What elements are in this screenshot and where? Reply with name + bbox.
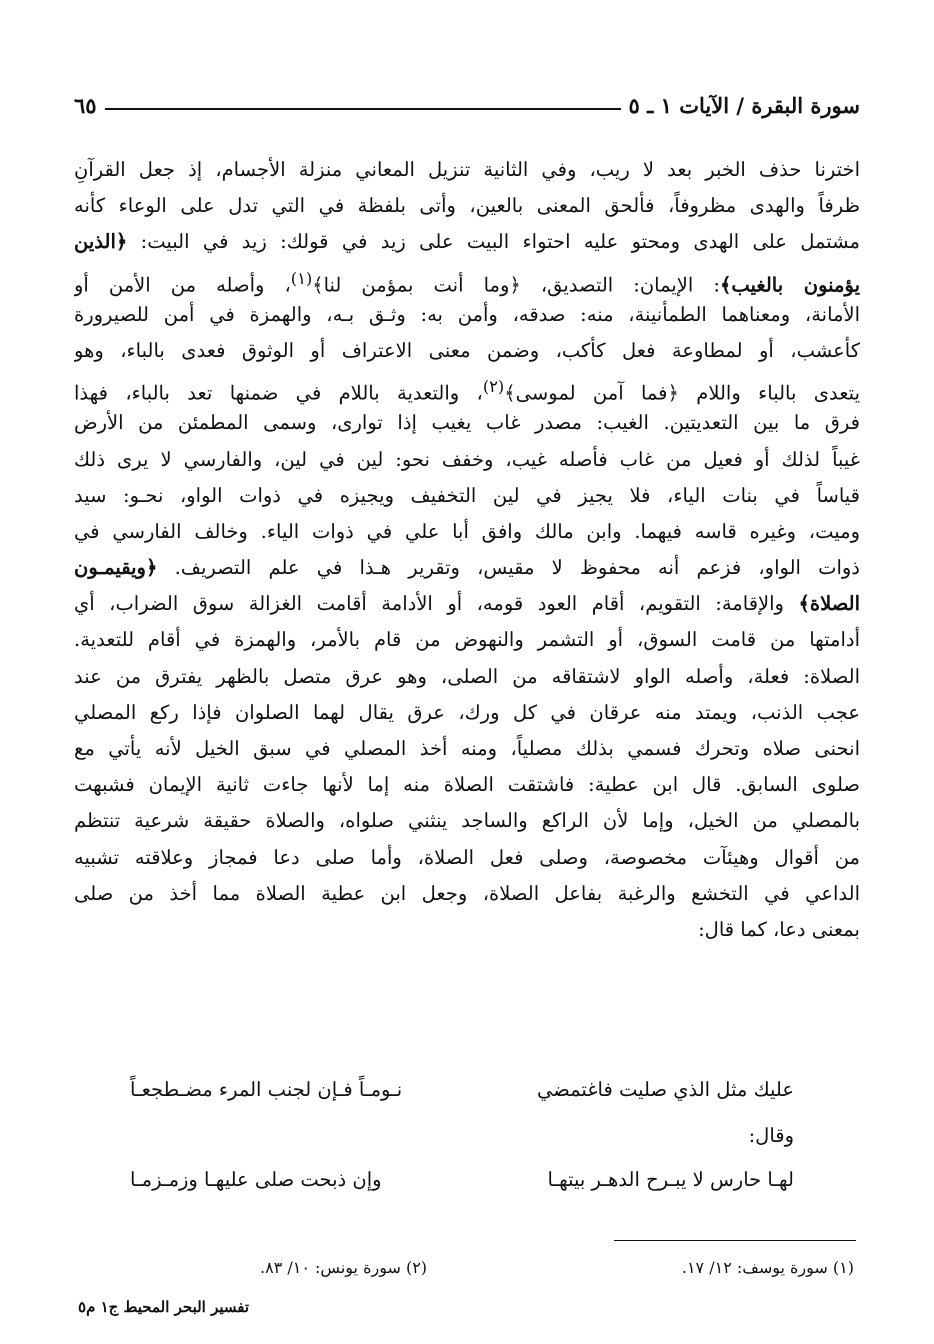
quran-quote: الصلاة﴾ xyxy=(798,592,860,616)
text-line: عجب الذنب، ويمتد منه عرقان في كل ورك، عرق يقال لهما الصلوان فإذا ركع المصلي xyxy=(74,700,860,724)
text-line: من أقوال وهيئآت مخصوصة، وصلى فعل الصلاة، وأما صلى دعا فمجاز وعلاقته تشبيه xyxy=(74,845,860,869)
footnote: (١) سورة يوسف: ١٢/ ١٧. xyxy=(681,1258,854,1277)
text-line: أدامتها من قامت السوق، أو التشمر والنهوض من قام بالأمر، والهمزة في أقام للتعدية. xyxy=(74,628,860,652)
text-line: وميت، وغيره قاسه فيهما. وابن مالك وافق أبا علي في ذوات الياء. وخالف الفارسي في xyxy=(74,519,860,543)
text-line: بالمصلي من الخيل، وإما لأن الراكع والساجد ينثني صلواه، والصلاة حقيقة شرعية تنتظم xyxy=(74,809,860,833)
text-line: اخترنا حذف الخبر بعد لا ريب، وفي الثانية تنزيل المعاني منزلة الأجسام، إذ جعل القرآنِ xyxy=(74,158,860,181)
footnotes xyxy=(260,1258,854,1284)
text-line: الصلاة﴾ والإقامة: التقويم، أقام العود قومه، أو الأدامة أقامت الغزالة سوق الضراب، أي xyxy=(74,592,860,616)
text-line: الصلاة: فعلة، وأصله الواو لاشتقاقه من الصلى، وهو عرق متصل بالظهر يفترق من عند xyxy=(74,664,860,688)
quran-quote: يؤمنون بالغيب﴾ xyxy=(719,273,860,297)
text-line: بمعنى دعا، كما قال: xyxy=(698,917,860,941)
text-line: يتعدى بالباء واللام ﴿فما آمن لموسى﴾$^{(٢)}$، والتعدية باللام في ضمنها تعد بالباء، فهذا xyxy=(74,377,860,405)
book-reference: تفسير البحر المحيط ج١ م٥ xyxy=(78,1298,250,1316)
verse-hemistich-right: عليك مثل الذي صليت فاغتمضي xyxy=(537,1078,794,1101)
text-line: مشتمل على الهدى ومحتو عليه احتواء البيت على زيد في قولك: زيد في البيت: ﴿الذين xyxy=(74,230,860,254)
header-rule xyxy=(105,108,621,110)
verse-hemistich-right: لهـا حارس لا يبـرح الدهـر بيتهـا xyxy=(547,1168,794,1191)
text-line: قياساً في بنات الياء، فلا يجيز في لين التخفيف ويجيزه في ذوات الواو، نحـو: سيد xyxy=(74,483,860,507)
footnote-ref: (٢) xyxy=(482,377,505,397)
text-line: انحنى صلاه وتحرك فسمي بذلك مصلياً، ومنه أخذ المصلي في سبق الخيل لأنه يأتي مع xyxy=(74,737,860,760)
text-line: الداعي في التخشع والرغبة بفاعل الصلاة، وجعل ابن عطية الصلاة مما أخذ من صلى xyxy=(74,881,860,905)
footnote-ref: (١) xyxy=(290,268,313,288)
footnote-divider xyxy=(614,1240,856,1241)
quran-quote: ﴿الذين xyxy=(74,230,128,254)
text-line: ظرفاً والهدى مظروفاً، فألحق المعنى بالعين، وأتى بلفظة في التي تدل على الوعاء كأنه xyxy=(74,194,860,218)
poetry-verse xyxy=(130,1078,794,1118)
page-number: ٦٥ xyxy=(74,93,97,118)
quran-quote: ﴿ويقيمـون xyxy=(74,556,158,580)
text-line: صلوى السابق. قال ابن عطية: فاشتقت الصلاة منه إما لأنها جاءت ثانية الإيمان فشبهت xyxy=(74,773,860,797)
running-title: سورة البقرة / الآيات ١ ـ ٥ xyxy=(628,93,860,118)
text-line: كأعشب، أو لمطاوعة فعل كأكب، وضمن معنى الاعتراف أو الوثوق فعدى بالباء، وهو xyxy=(74,338,860,362)
text-line: غيباً لذلك أو فعيل من غاب فأصله غيب، وخفف نحو: لين في لين، والفارسي لا يرى ذلك xyxy=(74,447,860,471)
text-line: يؤمنون بالغيب﴾: الإيمان: التصديق، ﴿وما أنت بمؤمن لنا﴾$^{(١)}$، وأصله من الأمن أو xyxy=(74,268,860,297)
text-line: فرق ما بين التعديتين. الغيب: مصدر غاب يغيب إذا توارى، وسمى المطمئن من الأرض xyxy=(74,411,860,435)
poetry-verse xyxy=(130,1168,794,1208)
text-line: الأمانة، ومعناهما الطمأنينة، منه: صدقه، وأمن به: وثـق بـه، والهمزة في أمن للصيرورة xyxy=(74,302,860,326)
text-line: ذوات الواو، فزعم أنه محفوظ لا مقيس، وتقرير هـذا في علم التصريف. ﴿ويقيمـون xyxy=(74,556,860,580)
verse-intro: وقال: xyxy=(748,1124,794,1147)
body-text xyxy=(74,152,860,948)
page-header xyxy=(74,84,860,118)
footnote: (٢) سورة يونس: ١٠/ ٨٣. xyxy=(260,1258,428,1277)
verse-hemistich-left: وإن ذبحت صلى عليهـا وزمـزمـا xyxy=(130,1168,382,1191)
verse-hemistich-left: نـومـاً فـإن لجنب المرء مضـطجعـاً xyxy=(130,1078,403,1101)
